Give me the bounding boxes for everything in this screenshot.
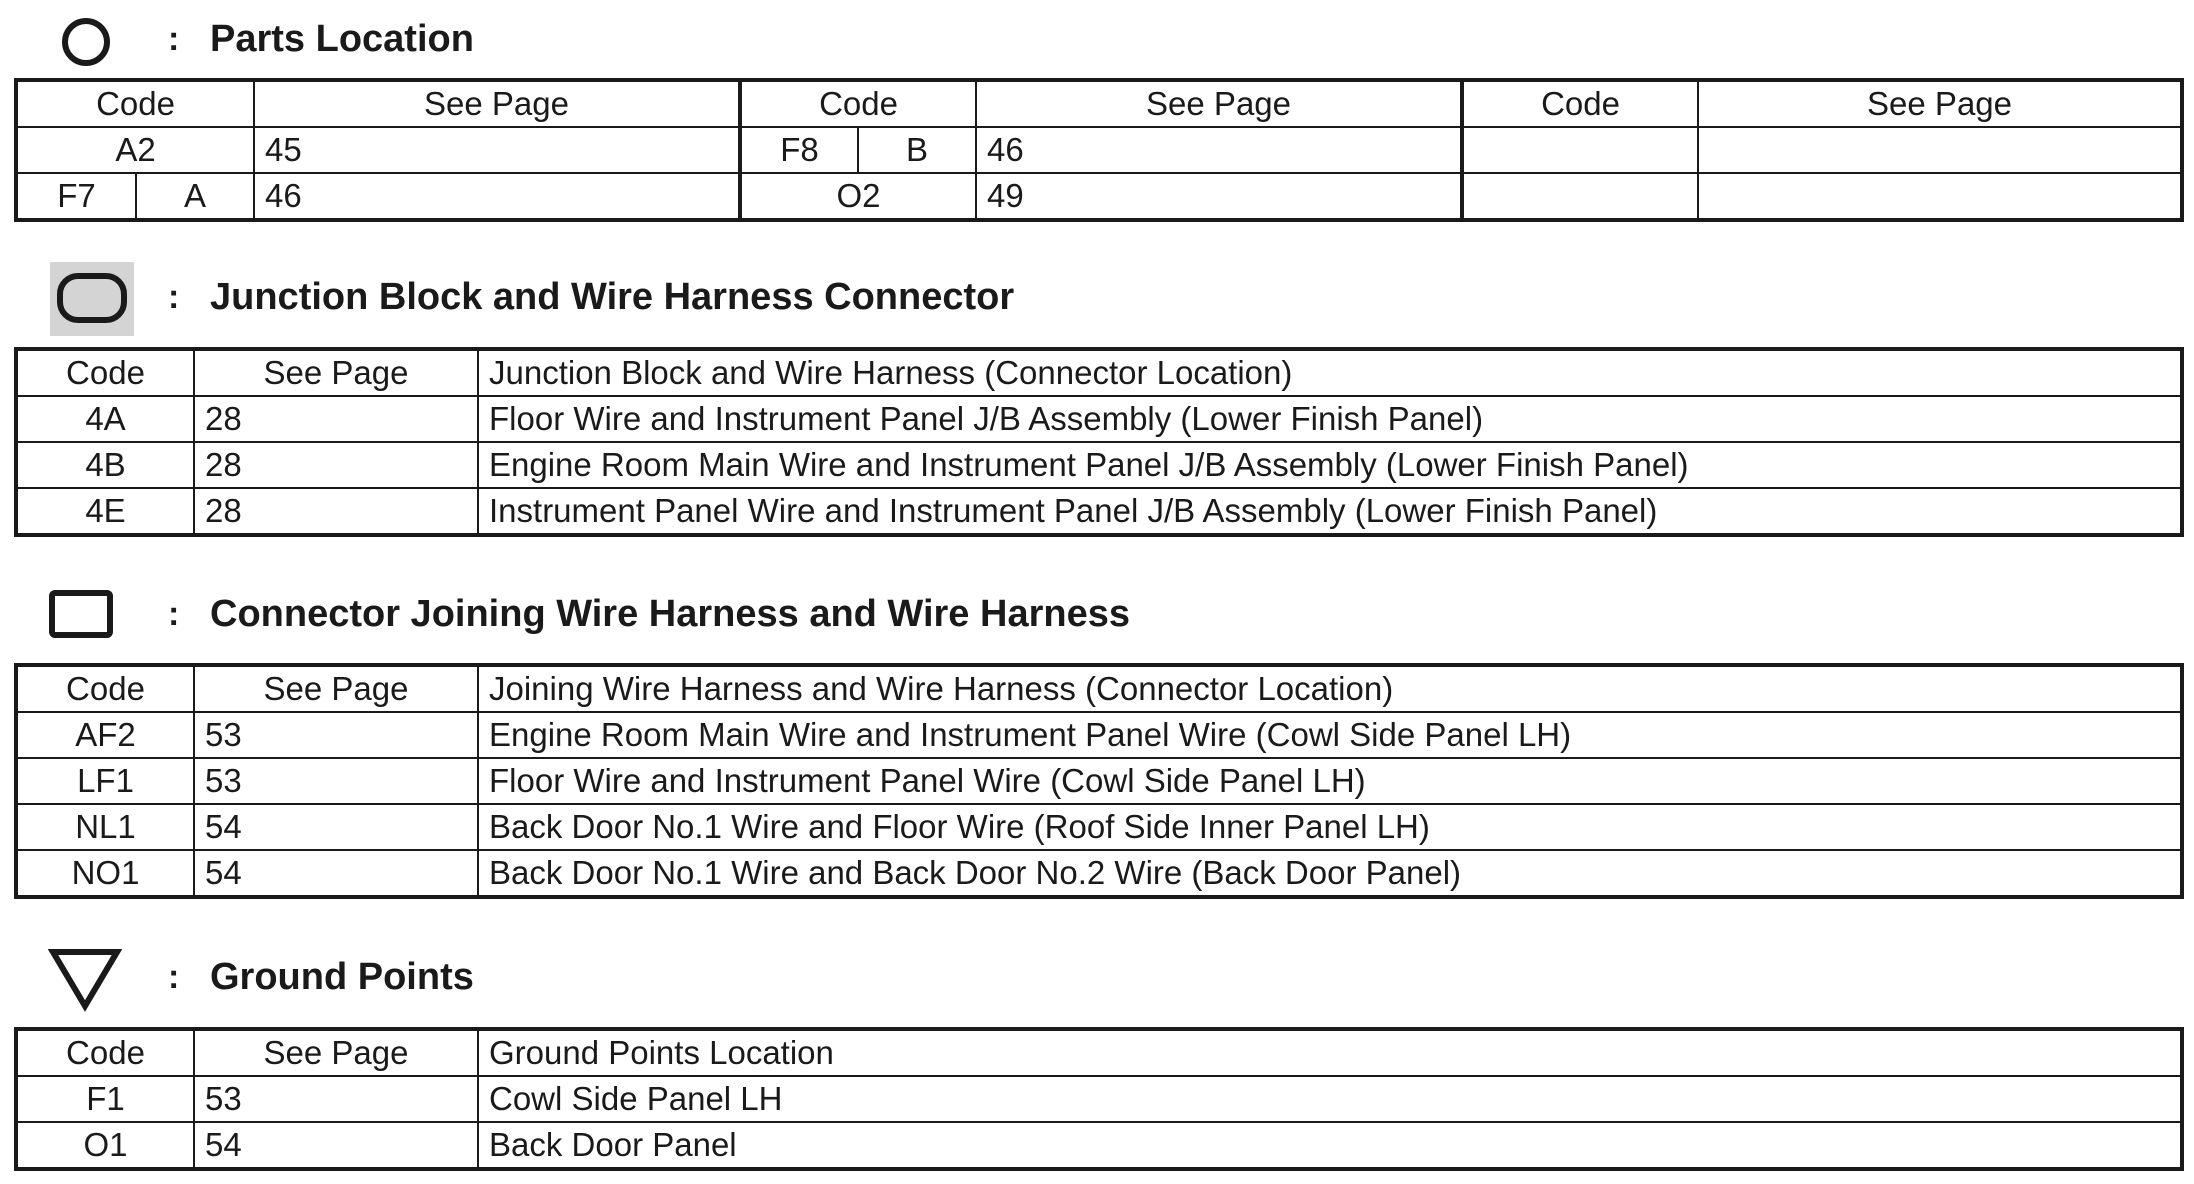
section-colon: : xyxy=(168,20,180,58)
column-header: See Page xyxy=(254,80,740,127)
code-cell: O1 xyxy=(16,1122,194,1169)
description-cell: Instrument Panel Wire and Instrument Panel J/B Assembly (Lower Finish Panel) xyxy=(478,488,2182,535)
code-cell: F1 xyxy=(16,1076,194,1122)
rounded-rect-symbol-icon xyxy=(50,262,134,336)
table-row xyxy=(16,127,2182,173)
description-cell: Back Door No.1 Wire and Back Door No.2 Wire (Back Door Panel) xyxy=(478,850,2182,897)
column-header: Code xyxy=(16,80,254,127)
code-cell: LF1 xyxy=(16,758,194,804)
column-header: See Page xyxy=(1698,80,2182,127)
description-cell: Floor Wire and Instrument Panel Wire (Cowl Side Panel LH) xyxy=(478,758,2182,804)
description-cell: Back Door Panel xyxy=(478,1122,2182,1169)
description-cell: Cowl Side Panel LH xyxy=(478,1076,2182,1122)
table-row xyxy=(16,1122,2182,1169)
column-header: Code xyxy=(16,665,194,712)
section-title: Parts Location xyxy=(210,18,474,60)
parts-location-header xyxy=(0,0,2194,80)
circle-symbol-icon xyxy=(60,16,112,68)
table-row xyxy=(16,173,2182,220)
table-row xyxy=(16,758,2182,804)
table-header-row xyxy=(16,665,2182,712)
table-row xyxy=(16,396,2182,442)
page-cell: 46 xyxy=(254,173,740,220)
column-header: Code xyxy=(16,1029,194,1076)
parts-location-table xyxy=(14,78,2184,222)
page-cell: 54 xyxy=(194,1122,478,1169)
page-cell: 54 xyxy=(194,850,478,897)
code-cell: A2 xyxy=(16,127,254,173)
page-cell: 53 xyxy=(194,1076,478,1122)
description-cell: Engine Room Main Wire and Instrument Panel Wire (Cowl Side Panel LH) xyxy=(478,712,2182,758)
column-header: Junction Block and Wire Harness (Connector Location) xyxy=(478,349,2182,396)
code-cell: F8 xyxy=(740,127,858,173)
code-cell: AF2 xyxy=(16,712,194,758)
code-cell: NL1 xyxy=(16,804,194,850)
page-cell xyxy=(1698,173,2182,220)
page-cell: 45 xyxy=(254,127,740,173)
code-cell xyxy=(1462,127,1698,173)
section-colon: : xyxy=(168,958,180,996)
column-header: Code xyxy=(1462,80,1698,127)
section-title: Connector Joining Wire Harness and Wire Harness xyxy=(210,593,1130,635)
code-suffix-cell: A xyxy=(136,173,254,220)
rectangle-symbol-icon xyxy=(48,589,114,641)
joining-connector-table xyxy=(14,663,2184,899)
code-cell: F7 xyxy=(16,173,136,220)
table-header-row xyxy=(16,1029,2182,1076)
table-header-row xyxy=(16,80,2182,127)
table-row xyxy=(16,1076,2182,1122)
code-suffix-cell: B xyxy=(858,127,976,173)
page-cell: 53 xyxy=(194,758,478,804)
code-cell xyxy=(1462,173,1698,220)
column-header: See Page xyxy=(194,665,478,712)
page-cell: 49 xyxy=(976,173,1462,220)
page-cell: 54 xyxy=(194,804,478,850)
section-colon: : xyxy=(168,278,180,316)
code-cell: O2 xyxy=(740,173,976,220)
table-row xyxy=(16,804,2182,850)
description-cell: Engine Room Main Wire and Instrument Panel J/B Assembly (Lower Finish Panel) xyxy=(478,442,2182,488)
page-cell: 28 xyxy=(194,442,478,488)
page-cell: 53 xyxy=(194,712,478,758)
page-cell: 28 xyxy=(194,488,478,535)
column-header: See Page xyxy=(194,1029,478,1076)
code-cell: NO1 xyxy=(16,850,194,897)
description-cell: Floor Wire and Instrument Panel J/B Assembly (Lower Finish Panel) xyxy=(478,396,2182,442)
table-row xyxy=(16,712,2182,758)
page-cell xyxy=(1698,127,2182,173)
table-row xyxy=(16,488,2182,535)
section-colon: : xyxy=(168,595,180,633)
joining-connector-header xyxy=(0,575,2194,655)
table-row xyxy=(16,850,2182,897)
column-header: Code xyxy=(16,349,194,396)
triangle-symbol-icon xyxy=(48,946,122,1012)
code-cell: 4A xyxy=(16,396,194,442)
code-cell: 4E xyxy=(16,488,194,535)
table-header-row xyxy=(16,349,2182,396)
column-header: Code xyxy=(740,80,976,127)
section-title: Ground Points xyxy=(210,956,474,998)
ground-points-table xyxy=(14,1027,2184,1171)
column-header: See Page xyxy=(194,349,478,396)
column-header: Ground Points Location xyxy=(478,1029,2182,1076)
ground-points-header xyxy=(0,938,2194,1018)
page-cell: 46 xyxy=(976,127,1462,173)
junction-block-table xyxy=(14,347,2184,537)
table-row xyxy=(16,442,2182,488)
column-header: See Page xyxy=(976,80,1462,127)
description-cell: Back Door No.1 Wire and Floor Wire (Roof Side Inner Panel LH) xyxy=(478,804,2182,850)
code-cell: 4B xyxy=(16,442,194,488)
junction-block-header xyxy=(0,258,2194,338)
section-title: Junction Block and Wire Harness Connector xyxy=(210,276,1015,318)
column-header: Joining Wire Harness and Wire Harness (Connector Location) xyxy=(478,665,2182,712)
page-cell: 28 xyxy=(194,396,478,442)
